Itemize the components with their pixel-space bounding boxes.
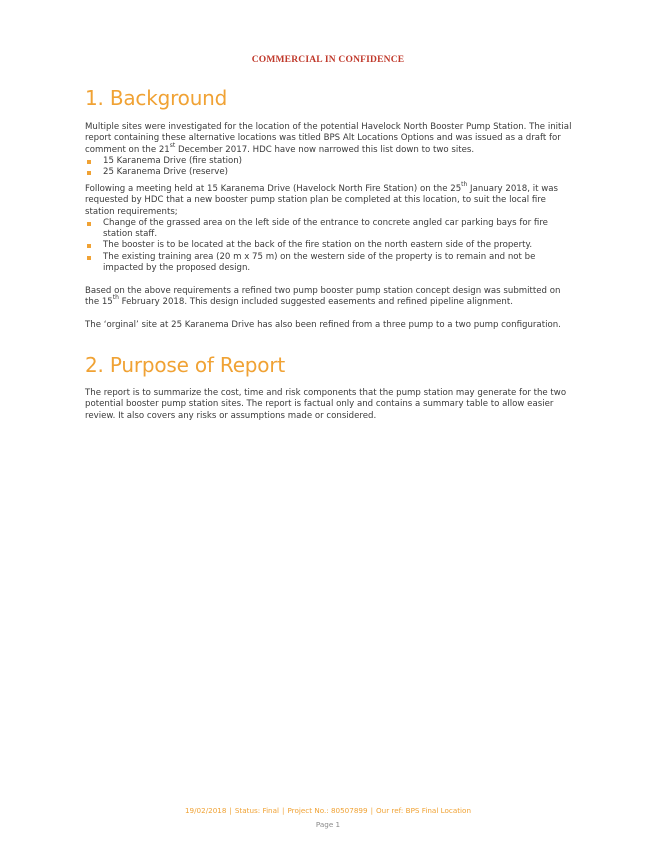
footer-ref: Our ref: BPS Final Location (375, 806, 471, 815)
list-item: The existing training area (20 m x 75 m) on the western side of the property is to remain and not be impacted by the proposed design. (85, 252, 573, 275)
section-background (85, 86, 573, 110)
section-heading-purpose: 2. Purpose of Report (85, 353, 285, 377)
background-body-4 (85, 320, 573, 331)
footer-project: Project No.: 80507899 (287, 806, 368, 815)
page-number: Page 1 (315, 820, 341, 829)
bullet-icon (87, 244, 91, 248)
background-body-2 (85, 181, 573, 274)
bullet-icon (87, 256, 91, 260)
background-body (85, 122, 573, 178)
sites-list (85, 156, 573, 179)
background-paragraph-2: Following a meeting held at 15 Karanema Drive (Havelock North Fire Station) on the 25th January 2018, it was requested by HDC that a new booster pump station plan be completed at this location, to suit the local fire station requirements; (85, 181, 558, 217)
footer-separator: | (370, 806, 373, 815)
section-purpose (85, 353, 573, 377)
section-heading-background: 1. Background (85, 86, 228, 110)
background-paragraph-3: Based on the above requirements a refined two pump booster pump station concept design was submitted on the 15th February 2018. This design included suggested easements and refined pipeline alignment. (85, 286, 561, 308)
bullet-icon (87, 160, 91, 164)
bullet-icon (87, 171, 91, 175)
list-item: Change of the grassed area on the left side of the entrance to concrete angled car parking bays for fire station staff. (85, 218, 573, 241)
footer-separator: | (282, 806, 285, 815)
purpose-paragraph-1: The report is to summarize the cost, time and risk components that the pump station may generate for the two potential booster pump station sites. The report is factual only and contains a summary table to allow easier review. It also covers any risks or assumptions made or considered. (85, 388, 567, 421)
list-item: 25 Karanema Drive (reserve) (85, 167, 573, 178)
footer-status: Status: Final (234, 806, 280, 815)
bullet-icon (87, 222, 91, 226)
background-paragraph-4: The ‘orginal’ site at 25 Karanema Drive has also been refined from a three pump to a two pump configuration. (85, 320, 561, 330)
page-footer (0, 806, 656, 815)
list-item: The booster is to be located at the back of the fire station on the north eastern side of the property. (85, 240, 573, 251)
list-item: 15 Karanema Drive (fire station) (85, 156, 573, 167)
background-paragraph-1: Multiple sites were investigated for the location of the potential Havelock North Booster Pump Station. The initial report containing these alternative locations was titled BPS Alt Locations Options and was issued as a draft for comment on the 21st December 2017. HDC have now narrowed this list down to two sites. (85, 122, 572, 155)
requirements-list (85, 218, 573, 274)
background-body-3 (85, 286, 573, 309)
footer-date: 19/02/2018 (184, 806, 227, 815)
footer-separator: | (229, 806, 232, 815)
purpose-body (85, 388, 573, 422)
confidentiality-header: COMMERCIAL IN CONFIDENCE (251, 55, 405, 65)
